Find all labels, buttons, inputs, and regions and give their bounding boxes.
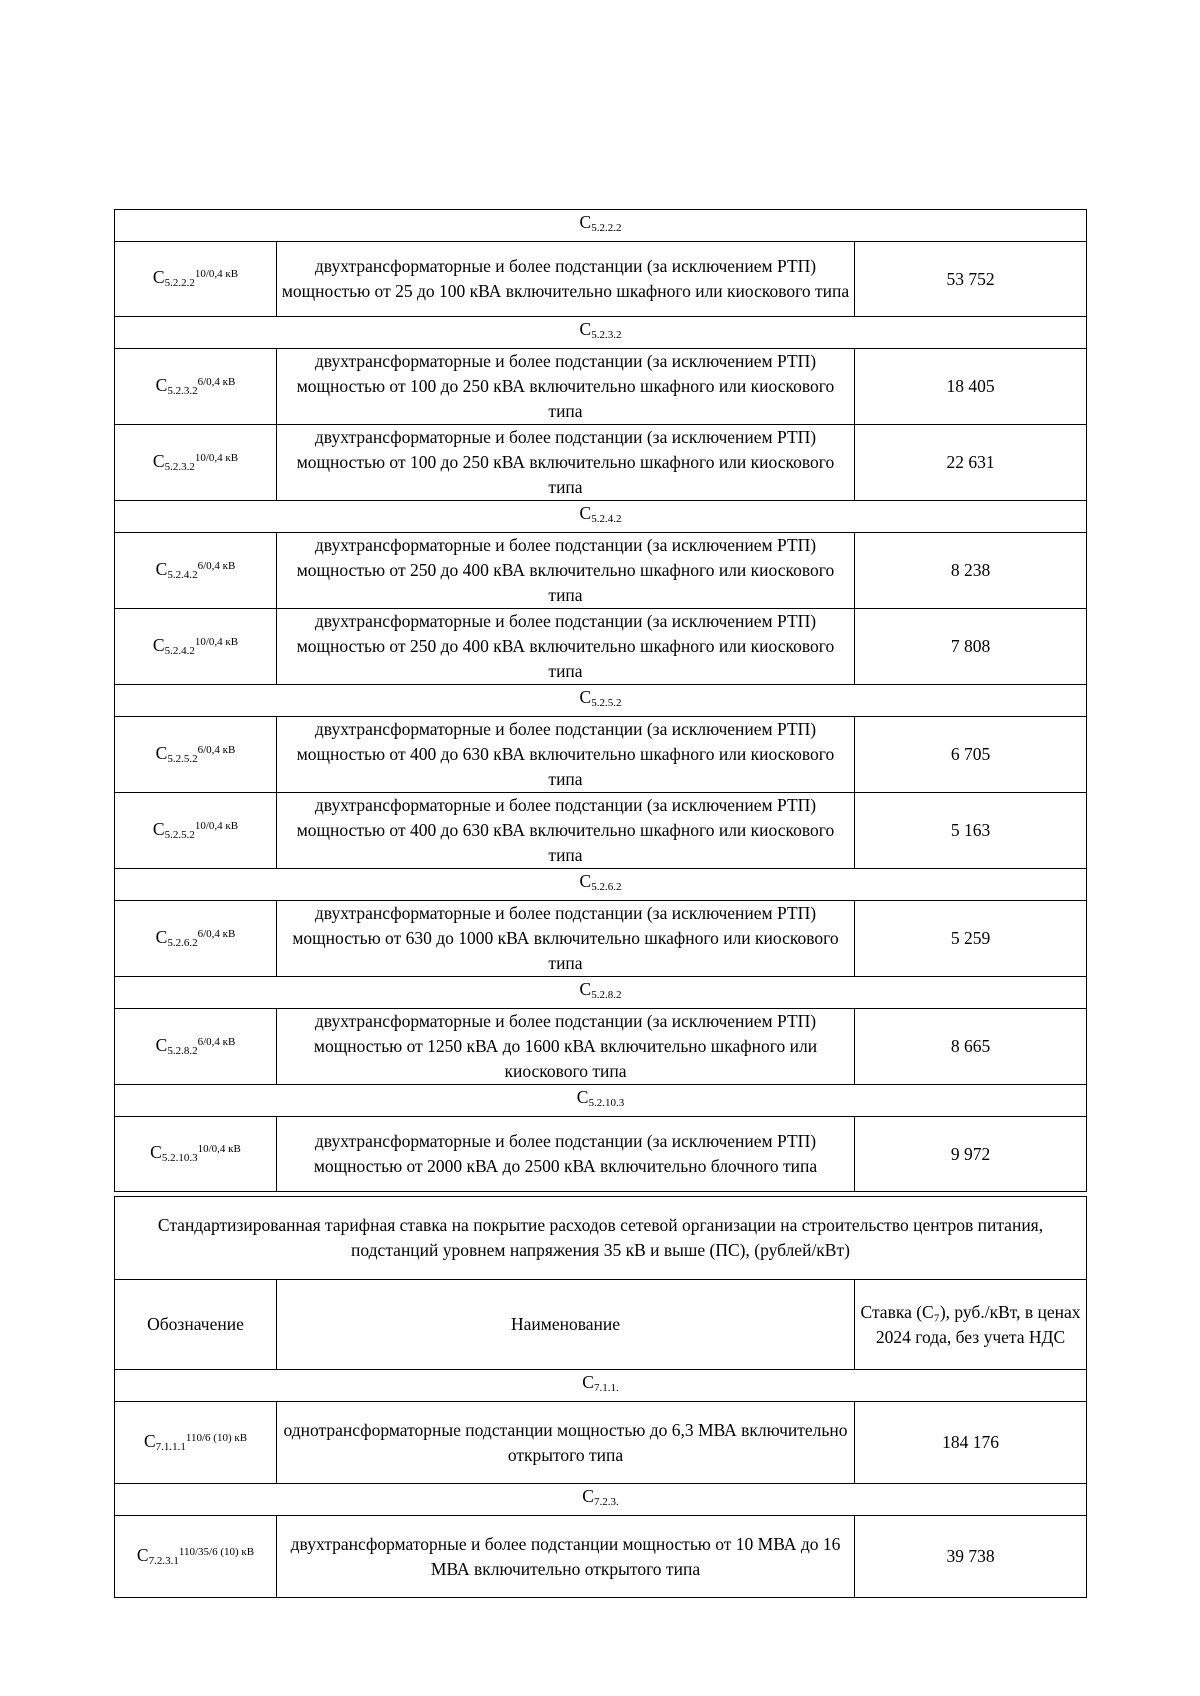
table-row: [115, 1516, 1087, 1598]
code-subscript: 5.2.5.2: [164, 828, 195, 841]
table-row: [115, 901, 1087, 977]
table-row: [115, 609, 1087, 685]
row-value: 9 972: [855, 1117, 1087, 1192]
code-letter: C: [143, 1430, 156, 1451]
code-letter: C: [152, 818, 165, 839]
group-row: [115, 869, 1087, 901]
row-designation: [115, 533, 277, 609]
substation-rates-table: [114, 209, 1087, 1192]
header-rate: Ставка (С₇), руб./кВт, в ценах 2024 года, без учета НДС: [855, 1280, 1087, 1370]
code-letter: C: [152, 267, 165, 287]
row-name: двухтрансформаторные и более подстанции (за исключением РТП) мощностью от 400 до 630 кВА включительно шкафного или киоскового типа: [277, 717, 855, 793]
code-letter: C: [155, 558, 168, 579]
row-value: 184 176: [855, 1402, 1087, 1484]
row-name: двухтрансформаторные и более подстанции (за исключением РТП) мощностью от 250 до 400 кВА включительно шкафного или киоскового типа: [277, 609, 855, 685]
code-superscript: 6/0,4 кВ: [197, 743, 236, 756]
code-subscript: 5.2.3.2: [591, 329, 622, 341]
code-letter: C: [150, 1142, 162, 1162]
header-name: Наименование: [277, 1280, 855, 1370]
row-value: 18 405: [855, 349, 1087, 425]
code-letter: C: [579, 979, 592, 999]
code-superscript: 10/0,4 кВ: [194, 635, 239, 648]
code-superscript: 6/0,4 кВ: [197, 1035, 236, 1048]
code-subscript: 5.2.4.2: [591, 513, 622, 525]
code-subscript: 5.2.10.3: [161, 1152, 198, 1164]
row-name: двухтрансформаторные и более подстанции (за исключением РТП) мощностью от 630 до 1000 кВА включительно шкафного или киоскового типа: [277, 901, 855, 977]
row-designation: [115, 1009, 277, 1085]
group-code: [115, 977, 1087, 1009]
table-row: [115, 349, 1087, 425]
row-value: 5 163: [855, 793, 1087, 869]
group-code: [115, 501, 1087, 533]
row-designation: [115, 793, 277, 869]
code-letter: C: [582, 1486, 594, 1506]
row-designation: [115, 1402, 277, 1484]
group-row: [115, 1085, 1087, 1117]
code-subscript: 5.2.3.2: [164, 460, 195, 473]
group-code: [115, 685, 1087, 717]
code-subscript: 5.2.4.2: [167, 568, 198, 581]
row-name: двухтрансформаторные и более подстанции (за исключением РТП) мощностью от 100 до 250 кВА включительно шкафного или киоскового типа: [277, 349, 855, 425]
code-subscript: 7.2.3.1: [148, 1554, 179, 1567]
group-row: [115, 685, 1087, 717]
header-designation: Обозначение: [115, 1280, 277, 1370]
table-row: [115, 793, 1087, 869]
code-letter: C: [155, 742, 168, 763]
code-subscript: 5.2.2.2: [164, 277, 195, 289]
row-value: 6 705: [855, 717, 1087, 793]
group-code: [115, 869, 1087, 901]
code-letter: C: [155, 1034, 168, 1055]
code-subscript: 5.2.10.3: [588, 1097, 625, 1109]
group-code: [115, 1085, 1087, 1117]
code-superscript: 6/0,4 кВ: [197, 927, 236, 940]
code-subscript: 5.2.2.2: [591, 222, 622, 234]
code-subscript: 5.2.4.2: [164, 644, 195, 657]
row-value: 7 808: [855, 609, 1087, 685]
row-value: 8 238: [855, 533, 1087, 609]
row-name: двухтрансформаторные и более подстанции (за исключением РТП) мощностью от 250 до 400 кВА включительно шкафного или киоскового типа: [277, 533, 855, 609]
code-superscript: 6/0,4 кВ: [197, 375, 236, 388]
code-superscript: 6/0,4 кВ: [197, 559, 236, 572]
row-designation: [115, 425, 277, 501]
code-letter: C: [152, 450, 165, 471]
row-designation: [115, 901, 277, 977]
row-value: 53 752: [855, 242, 1087, 317]
code-letter: C: [576, 1087, 589, 1107]
group-code: [115, 210, 1087, 242]
group-code: [115, 317, 1087, 349]
row-designation: [115, 1516, 277, 1598]
table-title: Стандартизированная тарифная ставка на покрытие расходов сетевой организации на строительство центров питания, подстанций уровнем напряжения 35 кВ и выше (ПС), (рублей/кВт): [115, 1197, 1087, 1280]
table-row: [115, 1402, 1087, 1484]
code-subscript: 5.2.8.2: [591, 989, 622, 1001]
code-superscript: 110/6 (10) кВ: [185, 1431, 248, 1444]
row-name: однотрансформаторные подстанции мощностью до 6,3 МВА включительно открытого типа: [277, 1402, 855, 1484]
code-letter: C: [579, 212, 592, 232]
row-designation: [115, 1117, 277, 1192]
group-row: [115, 210, 1087, 242]
code-subscript: 5.2.6.2: [167, 936, 198, 949]
table-row: [115, 242, 1087, 317]
code-letter: C: [582, 1372, 594, 1392]
code-subscript: 7.1.1.1: [155, 1440, 186, 1453]
code-letter: C: [579, 871, 592, 891]
code-letter: C: [155, 374, 168, 395]
row-value: 22 631: [855, 425, 1087, 501]
code-letter: C: [579, 503, 592, 523]
code-letter: C: [136, 1544, 149, 1565]
code-subscript: 7.1.1.: [593, 1382, 619, 1394]
code-letter: C: [152, 634, 165, 655]
code-letter: C: [155, 926, 168, 947]
group-row: [115, 1484, 1087, 1516]
table-row: [115, 717, 1087, 793]
row-name: двухтрансформаторные и более подстанции (за исключением РТП) мощностью от 25 до 100 кВА включительно шкафного или киоскового типа: [277, 242, 855, 317]
code-superscript: 10/0,4 кВ: [197, 1143, 241, 1155]
row-name: двухтрансформаторные и более подстанции (за исключением РТП) мощностью от 100 до 250 кВА включительно шкафного или киоскового типа: [277, 425, 855, 501]
row-value: 39 738: [855, 1516, 1087, 1598]
code-letter: C: [579, 687, 592, 707]
row-name: двухтрансформаторные и более подстанции мощностью от 10 МВА до 16 МВА включительно открытого типа: [277, 1516, 855, 1598]
code-subscript: 5.2.5.2: [167, 752, 198, 765]
code-superscript: 10/0,4 кВ: [194, 451, 239, 464]
row-name: двухтрансформаторные и более подстанции (за исключением РТП) мощностью от 400 до 630 кВА включительно шкафного или киоскового типа: [277, 793, 855, 869]
code-subscript: 5.2.3.2: [167, 384, 198, 397]
code-subscript: 5.2.8.2: [167, 1044, 198, 1057]
row-value: 8 665: [855, 1009, 1087, 1085]
power-center-rates-table: [114, 1196, 1087, 1598]
table-row: [115, 1117, 1087, 1192]
code-superscript: 10/0,4 кВ: [194, 268, 239, 280]
group-code: [115, 1370, 1087, 1402]
row-name: двухтрансформаторные и более подстанции (за исключением РТП) мощностью от 1250 кВА до 1600 кВА включительно шкафного или киоскового типа: [277, 1009, 855, 1085]
row-name: двухтрансформаторные и более подстанции (за исключением РТП) мощностью от 2000 кВА до 2500 кВА включительно блочного типа: [277, 1117, 855, 1192]
table-row: [115, 425, 1087, 501]
code-superscript: 10/0,4 кВ: [194, 819, 239, 832]
code-subscript: 5.2.6.2: [591, 881, 622, 893]
group-code: [115, 1484, 1087, 1516]
row-designation: [115, 349, 277, 425]
table-row: [115, 533, 1087, 609]
code-subscript: 5.2.5.2: [591, 697, 622, 709]
code-subscript: 7.2.3.: [593, 1496, 619, 1508]
row-designation: [115, 242, 277, 317]
table-row: [115, 1009, 1087, 1085]
row-value: 5 259: [855, 901, 1087, 977]
code-superscript: 110/35/6 (10) кВ: [178, 1545, 255, 1558]
row-designation: [115, 609, 277, 685]
group-row: [115, 317, 1087, 349]
row-designation: [115, 717, 277, 793]
group-row: [115, 977, 1087, 1009]
group-row: [115, 501, 1087, 533]
code-letter: C: [579, 319, 592, 339]
group-row: [115, 1370, 1087, 1402]
